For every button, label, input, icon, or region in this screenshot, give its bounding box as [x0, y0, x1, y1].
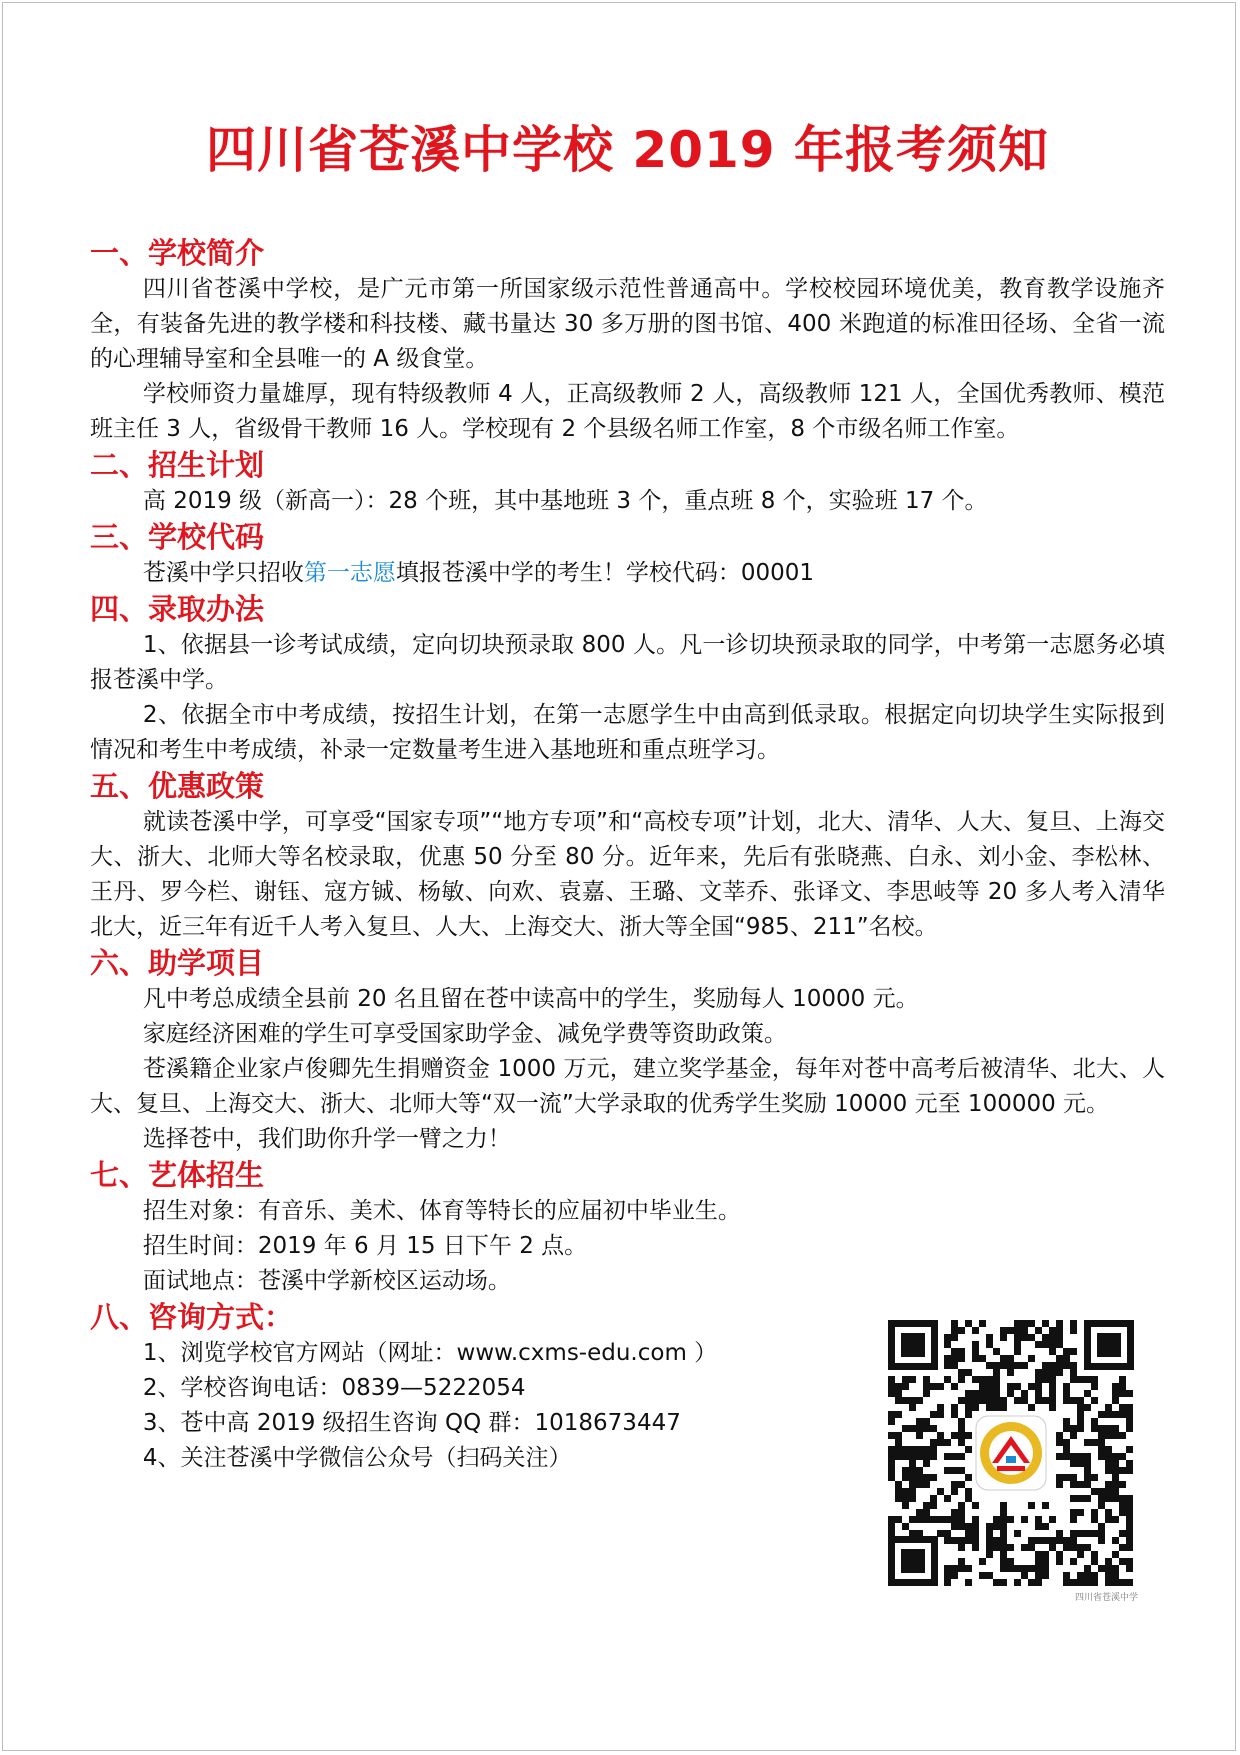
school-code-text-after: 填报苍溪中学的考生！学校代码：00001 [395, 560, 815, 586]
contact-website: 1、浏览学校官方网站（网址：www.cxms-edu.com ） [142, 1340, 718, 1366]
contact-phone: 2、学校咨询电话：0839—5222054 [142, 1375, 526, 1401]
financial-aid-paragraph-1: 凡中考总成绩全县前 20 名且留在苍中读高中的学生，奖励每人 10000 元。 [142, 986, 919, 1012]
enrollment-plan-paragraph: 高 2019 级（新高一）：28 个班，其中基地班 3 个，重点班 8 个，实验班 17 个。 [142, 488, 988, 514]
admission-method-item-1: 1、依据县一诊考试成绩，定向切块预录取 800 人。凡一诊切块预录取的同学，中考第一志愿务必填报苍溪中学。 [90, 632, 1165, 693]
first-choice-highlight: 第一志愿 [303, 560, 396, 586]
heading-school-intro: 一、学校简介 [90, 236, 265, 270]
school-intro-paragraph-2: 学校师资力量雄厚，现有特级教师 4 人，正高级教师 2 人，高级教师 121 人，全国优秀教师、模范班主任 3 人，省级骨干教师 16 人。学校现有 2 个县级名师工作室，8 个市级名师工作室。 [90, 381, 1165, 442]
heading-enrollment-plan: 二、招生计划 [90, 448, 265, 482]
school-code-text-before: 苍溪中学只招收 [142, 560, 304, 586]
heading-financial-aid: 六、助学项目 [90, 946, 265, 980]
qr-caption: 四川省苍溪中学 [1074, 1593, 1138, 1603]
qr-finder-top-left [888, 1320, 938, 1370]
financial-aid-paragraph-2: 家庭经济困难的学生可享受国家助学金、减免学费等资助政策。 [142, 1021, 787, 1047]
school-code-paragraph [90, 556, 1165, 591]
art-sports-time: 招生时间：2019 年 6 月 15 日下午 2 点。 [142, 1233, 588, 1259]
qr-finder-bottom-left [888, 1536, 938, 1586]
qr-code-icon[interactable] [886, 1318, 1136, 1588]
qr-finder-top-right [1084, 1320, 1134, 1370]
financial-aid-paragraph-3: 苍溪籍企业家卢俊卿先生捐赠资金 1000 万元，建立奖学基金，每年对苍中高考后被清华、北大、人大、复旦、上海交大、浙大、北师大等“双一流”大学录取的优秀学生奖励 10000 元至 100000 元。 [90, 1056, 1165, 1117]
heading-preferential-policy: 五、优惠政策 [90, 769, 265, 803]
school-intro-paragraph-1: 四川省苍溪中学校，是广元市第一所国家级示范性普通高中。学校校园环境优美，教育教学设施齐全，有装备先进的教学楼和科技楼、藏书量达 30 多万册的图书馆、400 米跑道的标准田径场、全省一流的心理辅导室和全县唯一的 A 级食堂。 [90, 276, 1165, 372]
document-title: 四川省苍溪中学校 2019 年报考须知 [206, 121, 1049, 179]
admission-method-item-2: 2、依据全市中考成绩，按招生计划，在第一志愿学生中由高到低录取。根据定向切块学生实际报到情况和考生中考成绩，补录一定数量考生进入基地班和重点班学习。 [90, 702, 1165, 763]
heading-art-sports-enrollment: 七、艺体招生 [90, 1158, 265, 1192]
art-sports-target: 招生对象：有音乐、美术、体育等特长的应届初中毕业生。 [142, 1198, 741, 1224]
heading-admission-method: 四、录取办法 [90, 592, 265, 626]
financial-aid-slogan: 选择苍中，我们助你升学一臂之力！ [142, 1126, 511, 1152]
wechat-qr-block [886, 1318, 1144, 1603]
preferential-policy-paragraph: 就读苍溪中学，可享受“国家专项”“地方专项”和“高校专项”计划，北大、清华、人大、复旦、上海交大、浙大、北师大等名校录取，优惠 50 分至 80 分。近年来，先后有张晓燕、白永、刘小金、李松林、王丹、罗今栏、谢钰、寇方铖、杨敏、向欢、袁嘉、王璐、文莘乔、张译文、李思岐等 20 多人考入清华北大，近三年有近千人考入复旦、人大、上海交大、浙大等全国“985、211”名校。 [90, 809, 1165, 940]
contact-qq-group: 3、苍中高 2019 级招生咨询 QQ 群：1018673447 [142, 1410, 681, 1436]
contact-wechat: 4、关注苍溪中学微信公众号（扫码关注） [142, 1445, 572, 1471]
heading-school-code: 三、学校代码 [90, 520, 265, 554]
art-sports-location: 面试地点：苍溪中学新校区运动场。 [142, 1268, 511, 1294]
school-logo-icon [976, 1416, 1046, 1490]
document-body [90, 118, 1165, 1476]
heading-contact: 八、咨询方式： [90, 1300, 294, 1334]
